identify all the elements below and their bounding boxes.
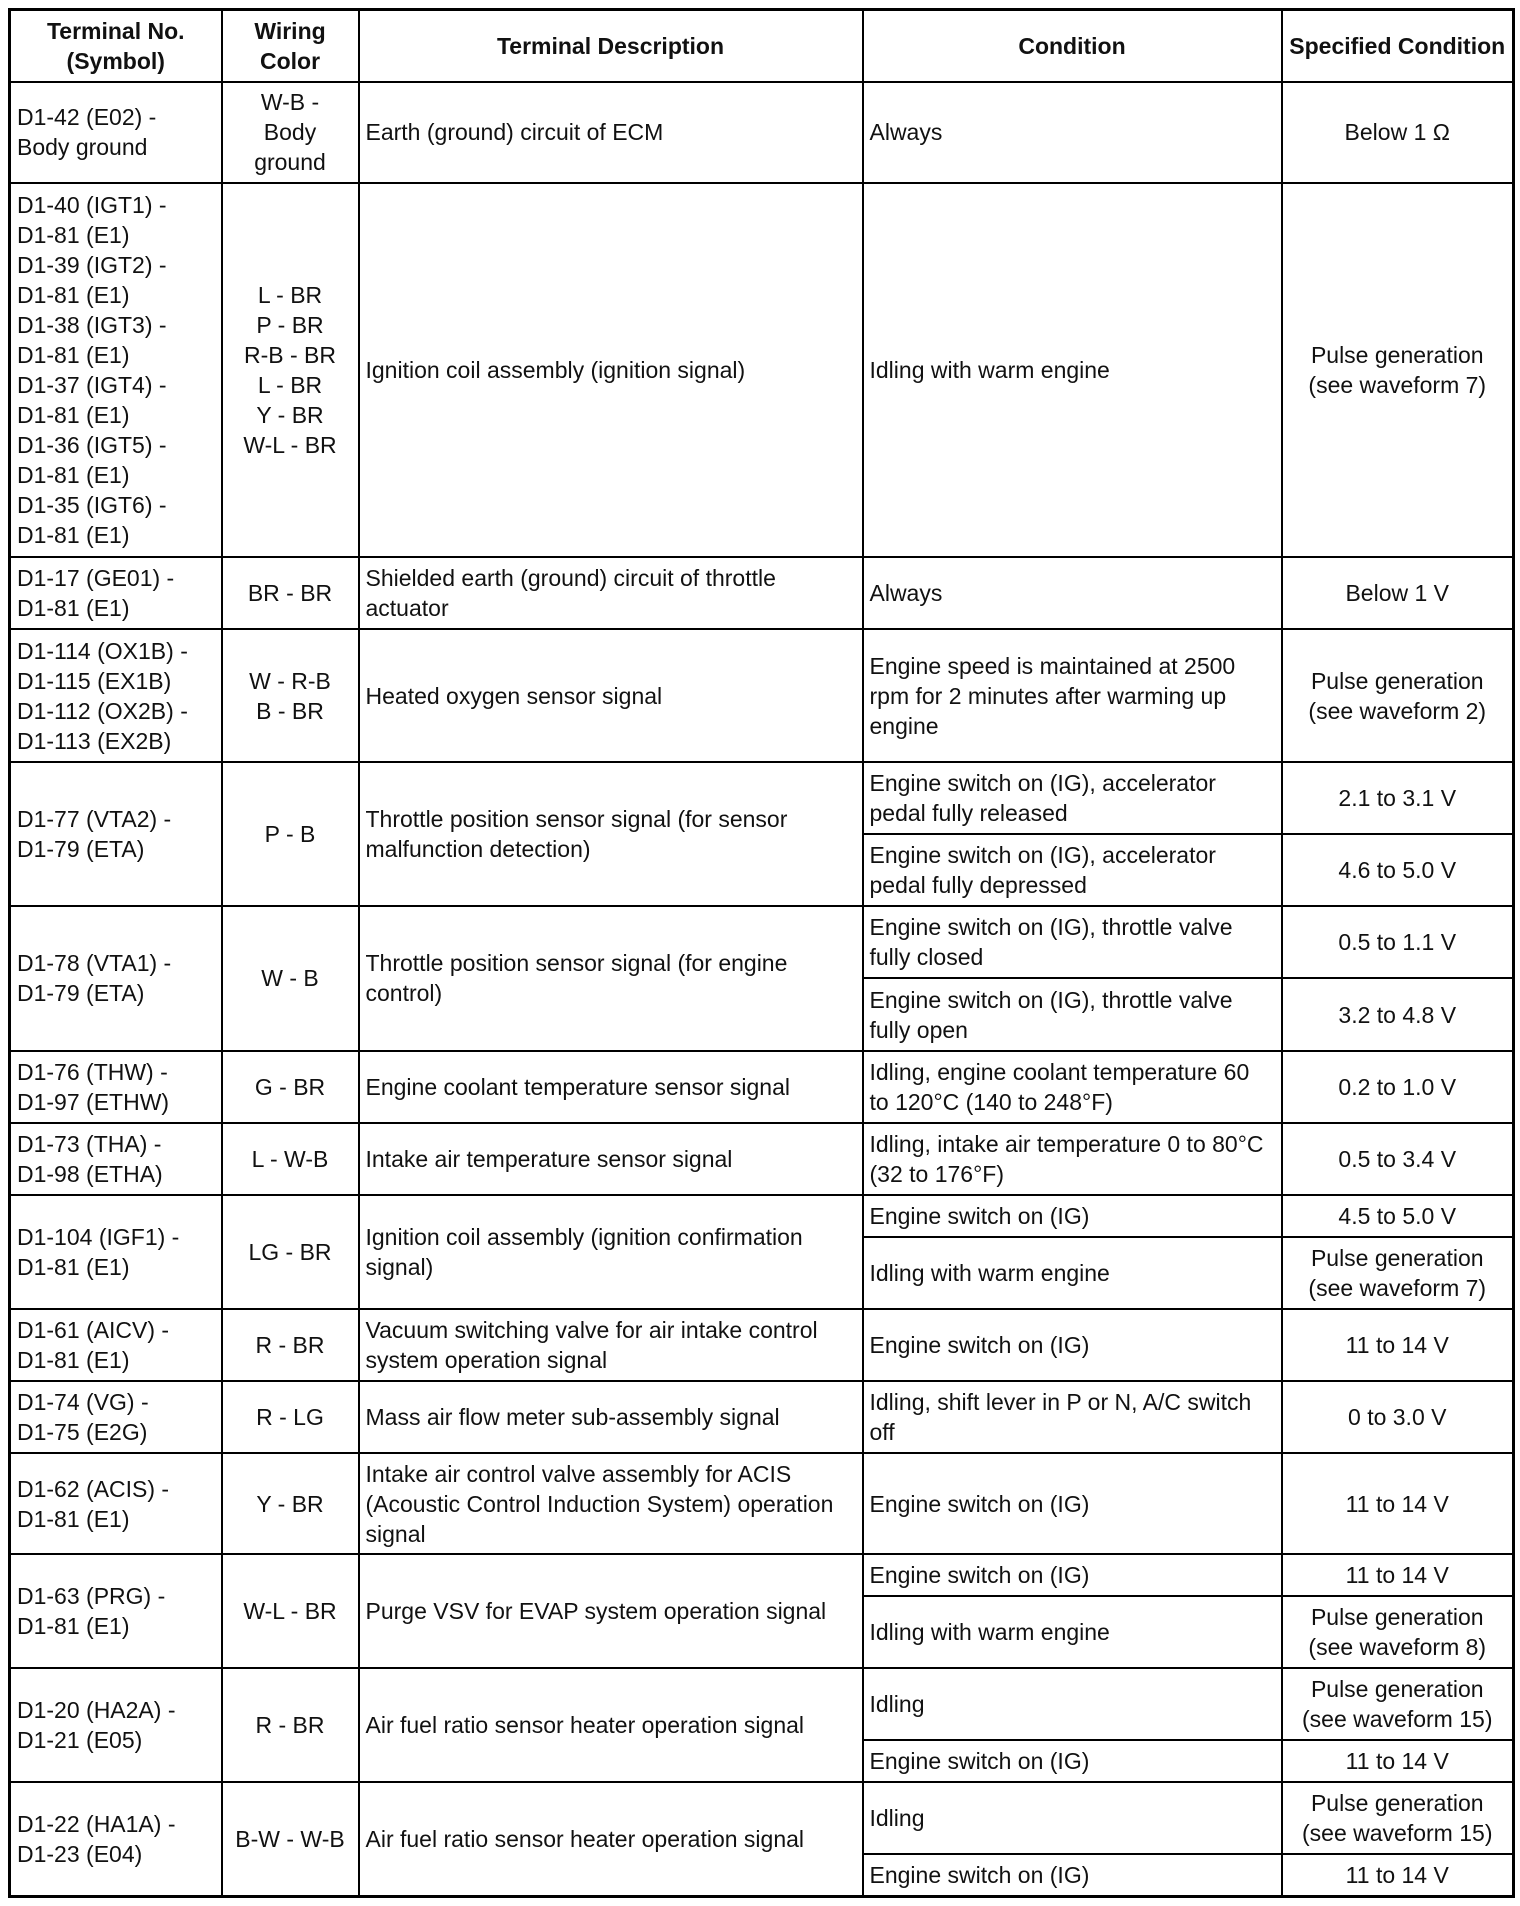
condition-cell: Idling [863,1782,1282,1854]
wiring-cell: L - BR P - BR R-B - BR L - BR Y - BR W-L - BR [222,183,359,557]
condition-cell: Engine speed is maintained at 2500 rpm for 2 minutes after warming up engine [863,629,1282,762]
terminal-cell: D1-62 (ACIS) - D1-81 (E1) [10,1453,222,1554]
table-row [10,1668,1514,1740]
wiring-cell: L - W-B [222,1123,359,1195]
terminal-cell: D1-61 (AICV) - D1-81 (E1) [10,1309,222,1381]
description-cell: Intake air control valve assembly for ACIS (Acoustic Control Induction System) operation signal [359,1453,863,1554]
condition-cell: Engine switch on (IG) [863,1453,1282,1554]
condition-cell: Always [863,557,1282,629]
condition-cell: Engine switch on (IG) [863,1854,1282,1896]
spec-cell: 0.5 to 3.4 V [1282,1123,1514,1195]
table-row [10,1051,1514,1123]
condition-cell: Engine switch on (IG), accelerator pedal fully released [863,762,1282,834]
spec-cell: 4.5 to 5.0 V [1282,1195,1514,1237]
table-row [10,1381,1514,1453]
wiring-cell: W - R-B B - BR [222,629,359,762]
terminal-cell: D1-76 (THW) - D1-97 (ETHW) [10,1051,222,1123]
wiring-cell: LG - BR [222,1195,359,1309]
header-row [10,10,1514,82]
condition-cell: Idling with warm engine [863,1237,1282,1309]
condition-cell: Engine switch on (IG), accelerator pedal fully depressed [863,834,1282,906]
header-specified: Specified Condition [1282,10,1514,82]
table-row [10,1195,1514,1237]
condition-cell: Idling, engine coolant temperature 60 to 120°C (140 to 248°F) [863,1051,1282,1123]
description-cell: Vacuum switching valve for air intake control system operation signal [359,1309,863,1381]
spec-cell: 11 to 14 V [1282,1554,1514,1596]
terminal-cell: D1-78 (VTA1) - D1-79 (ETA) [10,906,222,1050]
terminal-cell: D1-77 (VTA2) - D1-79 (ETA) [10,762,222,906]
condition-cell: Engine switch on (IG) [863,1195,1282,1237]
condition-cell: Engine switch on (IG) [863,1309,1282,1381]
wiring-cell: G - BR [222,1051,359,1123]
description-cell: Shielded earth (ground) circuit of throttle actuator [359,557,863,629]
terminal-cell: D1-17 (GE01) - D1-81 (E1) [10,557,222,629]
spec-cell: Pulse generation (see waveform 7) [1282,183,1514,557]
table-row [10,1782,1514,1854]
wiring-cell: P - B [222,762,359,906]
spec-cell: Pulse generation (see waveform 8) [1282,1596,1514,1668]
table-row [10,557,1514,629]
header-condition: Condition [863,10,1282,82]
wiring-cell: W-L - BR [222,1554,359,1668]
table-row [10,82,1514,183]
wiring-cell: R - BR [222,1309,359,1381]
spec-cell: Pulse generation (see waveform 15) [1282,1668,1514,1740]
terminal-cell: D1-20 (HA2A) - D1-21 (E05) [10,1668,222,1782]
description-cell: Intake air temperature sensor signal [359,1123,863,1195]
header-terminal: Terminal No. (Symbol) [10,10,222,82]
spec-cell: Pulse generation (see waveform 2) [1282,629,1514,762]
terminal-cell: D1-22 (HA1A) - D1-23 (E04) [10,1782,222,1896]
table-row [10,183,1514,557]
description-cell: Air fuel ratio sensor heater operation signal [359,1782,863,1896]
table-row [10,1453,1514,1554]
spec-cell: 11 to 14 V [1282,1453,1514,1554]
wiring-cell: Y - BR [222,1453,359,1554]
condition-cell: Idling with warm engine [863,1596,1282,1668]
spec-cell: 11 to 14 V [1282,1740,1514,1782]
spec-cell: Below 1 V [1282,557,1514,629]
description-cell: Throttle position sensor signal (for sensor malfunction detection) [359,762,863,906]
wiring-cell: R - LG [222,1381,359,1453]
spec-cell: 0 to 3.0 V [1282,1381,1514,1453]
wiring-cell: B-W - W-B [222,1782,359,1896]
spec-cell: 2.1 to 3.1 V [1282,762,1514,834]
table-row [10,1554,1514,1596]
condition-cell: Idling, intake air temperature 0 to 80°C (32 to 176°F) [863,1123,1282,1195]
condition-cell: Always [863,82,1282,183]
description-cell: Throttle position sensor signal (for engine control) [359,906,863,1050]
terminal-cell: D1-73 (THA) - D1-98 (ETHA) [10,1123,222,1195]
spec-cell: Below 1 Ω [1282,82,1514,183]
condition-cell: Idling with warm engine [863,183,1282,557]
description-cell: Engine coolant temperature sensor signal [359,1051,863,1123]
description-cell: Ignition coil assembly (ignition confirmation signal) [359,1195,863,1309]
terminal-cell: D1-40 (IGT1) - D1-81 (E1) D1-39 (IGT2) - D1-81 (E1) D1-38 (IGT3) - D1-81 (E1) D1-37 (IGT4) - D1-81 (E1) D1-36 (IGT5) - D1-81 (E1) D1-35 (IGT6) - D1-81 (E1) [10,183,222,557]
wiring-cell: R - BR [222,1668,359,1782]
spec-cell: 4.6 to 5.0 V [1282,834,1514,906]
condition-cell: Idling [863,1668,1282,1740]
table-row [10,762,1514,834]
terminal-cell: D1-63 (PRG) - D1-81 (E1) [10,1554,222,1668]
terminal-cell: D1-104 (IGF1) - D1-81 (E1) [10,1195,222,1309]
spec-cell: 11 to 14 V [1282,1854,1514,1896]
table-row [10,629,1514,762]
spec-cell: Pulse generation (see waveform 15) [1282,1782,1514,1854]
spec-cell: 0.5 to 1.1 V [1282,906,1514,978]
description-cell: Purge VSV for EVAP system operation signal [359,1554,863,1668]
spec-cell: 11 to 14 V [1282,1309,1514,1381]
ecm-terminal-table [8,8,1515,1898]
table-row [10,1309,1514,1381]
terminal-cell: D1-114 (OX1B) - D1-115 (EX1B) D1-112 (OX2B) - D1-113 (EX2B) [10,629,222,762]
description-cell: Ignition coil assembly (ignition signal) [359,183,863,557]
condition-cell: Engine switch on (IG) [863,1740,1282,1782]
terminal-cell: D1-74 (VG) - D1-75 (E2G) [10,1381,222,1453]
condition-cell: Engine switch on (IG), throttle valve fully closed [863,906,1282,978]
condition-cell: Engine switch on (IG) [863,1554,1282,1596]
description-cell: Heated oxygen sensor signal [359,629,863,762]
description-cell: Mass air flow meter sub-assembly signal [359,1381,863,1453]
terminal-cell: D1-42 (E02) - Body ground [10,82,222,183]
spec-cell: Pulse generation (see waveform 7) [1282,1237,1514,1309]
condition-cell: Idling, shift lever in P or N, A/C switch off [863,1381,1282,1453]
table-row [10,1123,1514,1195]
wiring-cell: W-B - Body ground [222,82,359,183]
header-description: Terminal Description [359,10,863,82]
wiring-cell: W - B [222,906,359,1050]
wiring-cell: BR - BR [222,557,359,629]
description-cell: Air fuel ratio sensor heater operation signal [359,1668,863,1782]
condition-cell: Engine switch on (IG), throttle valve fully open [863,978,1282,1050]
description-cell: Earth (ground) circuit of ECM [359,82,863,183]
spec-cell: 0.2 to 1.0 V [1282,1051,1514,1123]
table-row [10,906,1514,978]
header-wiring: Wiring Color [222,10,359,82]
spec-cell: 3.2 to 4.8 V [1282,978,1514,1050]
